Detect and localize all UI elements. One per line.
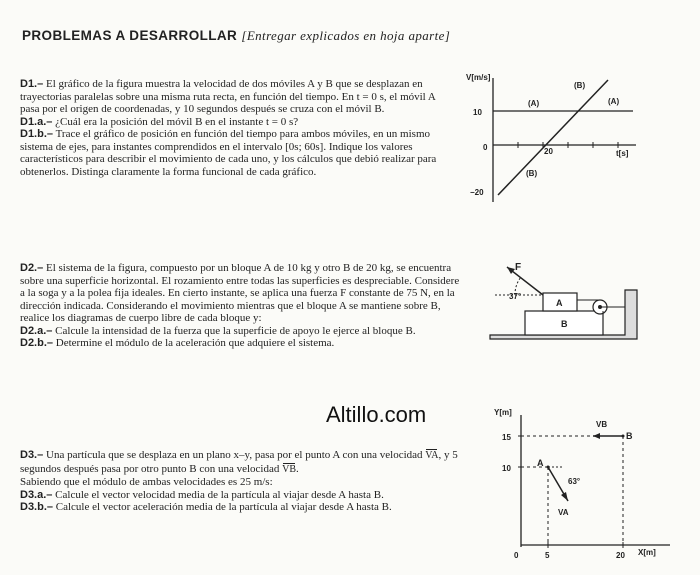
vb-symbol: VB <box>282 463 297 475</box>
point-a-label: A <box>537 458 544 468</box>
graph1-label-a-right: (A) <box>608 97 620 106</box>
graph1-label-a-top: (A) <box>528 99 540 108</box>
d1-text: El gráfico de la figura muestra la velocidad de dos móviles A y B que se desplazan en trayectorias paralelas sobre una misma ruta recta, en función del tiempo. En t = 0 s, el móvil A pasa por el origen de coordenadas, y 10 segundos después se cruza con el móvil B. <box>20 78 436 115</box>
graph1-tick-neg20: −20 <box>470 188 484 197</box>
problem-d3: D3.– Una partícula que se desplaza en un plano x–y, pasa por el punto A con una velocidad VA, y 5 segundos después pasa por otro punto B con una velocidad VB. Sabiendo que el módulo de ambas velocidades es 25 m/s: D3.a.– Calcule el vector velocidad media de la partícula al viajar desde A hasta B. D3.b.– Calcule el vector aceleración media de la partícula al viajar desde A hasta B. <box>20 449 458 513</box>
problem-d2 <box>20 262 465 350</box>
d2b-label: D2.b.– <box>20 337 54 349</box>
graph1-label-b-bottom: (B) <box>526 169 538 178</box>
graph1-label-b-top: (B) <box>574 81 586 90</box>
d1a-label: D1.a.– <box>20 115 53 128</box>
va-label: VA <box>558 508 569 517</box>
d3-label: D3.– <box>20 449 44 461</box>
graph3-tick-20: 20 <box>616 551 625 560</box>
graph1-tick-20: 20 <box>544 147 553 156</box>
d3a-label: D3.a.– <box>20 488 53 501</box>
d3b-label: D3.b.– <box>20 501 54 513</box>
blocks-figure <box>485 255 645 345</box>
angle-label: 37° <box>509 292 522 301</box>
d1a-text: ¿Cuál era la posición del móvil B en el instante t = 0 s? <box>55 115 299 128</box>
d1b-label: D1.b.– <box>20 128 54 140</box>
vb-label: VB <box>596 420 608 429</box>
line-b <box>498 80 608 195</box>
title-subtitle: [Entregar explicados en hoja aparte] <box>241 28 451 43</box>
point-b-label: B <box>626 431 633 441</box>
problem-d1 <box>20 78 445 178</box>
angle-63-label: 63° <box>568 477 581 486</box>
d2a-label: D2.a.– <box>20 324 53 337</box>
d2-text: El sistema de la figura, compuesto por un bloque A de 10 kg y otro B de 20 kg, se encuentra sobre una superficie horizontal. El rozamiento entre todas las superficies es despreciable. Considere a la soga y a la polea fija ideales. En cierto instante, se aplica una fuerza F constante de 75 N, en la dirección indicada. Considerando el movimiento mientras que el bloque A se mantiene sobre B, realice los diagramas de cuerpo libre de cada bloque y: <box>20 262 460 324</box>
graph1-y-axis: V[m/s] <box>466 73 491 82</box>
graph1-origin: 0 <box>483 143 488 152</box>
graph3-tick-10: 10 <box>502 464 511 473</box>
d3-text-2: , y 5 segundos después pasa por otro punto B con una velocidad <box>20 449 458 475</box>
d2-label: D2.– <box>20 262 44 274</box>
va-symbol: VA <box>425 450 439 461</box>
velocity-graph <box>458 70 640 210</box>
d2b-text: Determine el módulo de la aceleración que adquiere el sistema. <box>55 337 335 349</box>
block-b-label: B <box>561 319 568 329</box>
xy-graph <box>488 405 673 565</box>
graph1-x-axis: t[s] <box>616 149 629 158</box>
graph3-origin: 0 <box>514 551 519 560</box>
title-main: PROBLEMAS A DESARROLLAR <box>22 28 238 43</box>
graph3-x-axis: X[m] <box>638 548 656 557</box>
d2a-text: Calcule la intensidad de la fuerza que la superficie de apoyo le ejerce al bloque B. <box>55 324 416 337</box>
graph3-tick-5: 5 <box>545 551 550 560</box>
block-a-label: A <box>556 298 563 308</box>
d1-label: D1.– <box>20 78 44 90</box>
d1b-text: Trace el gráfico de posición en función del tiempo para ambos móviles, en un mismo sistema de ejes, para instantes comprendidos en el intervalo [0s; 60s]. Indique los valores característicos para describir el movimiento de cada uno, y los cálculos que debió realizar para obtenerlos. Distinga claramente la forma funcional de cada gráfico. <box>20 128 437 178</box>
page-title <box>22 28 450 44</box>
graph1-tick-10: 10 <box>473 108 482 117</box>
force-label: F <box>515 262 522 273</box>
graph3-tick-15: 15 <box>502 433 511 442</box>
d3a-text: Calcule el vector velocidad media de la partícula al viajar desde A hasta B. <box>55 488 384 501</box>
d3b-text: Calcule el vector aceleración media de la partícula al viajar desde A hasta B. <box>55 501 392 513</box>
graph3-y-axis: Y[m] <box>494 408 512 417</box>
watermark: Altillo.com <box>326 402 427 427</box>
d3-text-3: Sabiendo que el módulo de ambas velocidades es 25 m/s: <box>20 476 273 488</box>
d3-text-1: Una partícula que se desplaza en un plano x–y, pasa por el punto A con una velocidad <box>46 449 423 461</box>
